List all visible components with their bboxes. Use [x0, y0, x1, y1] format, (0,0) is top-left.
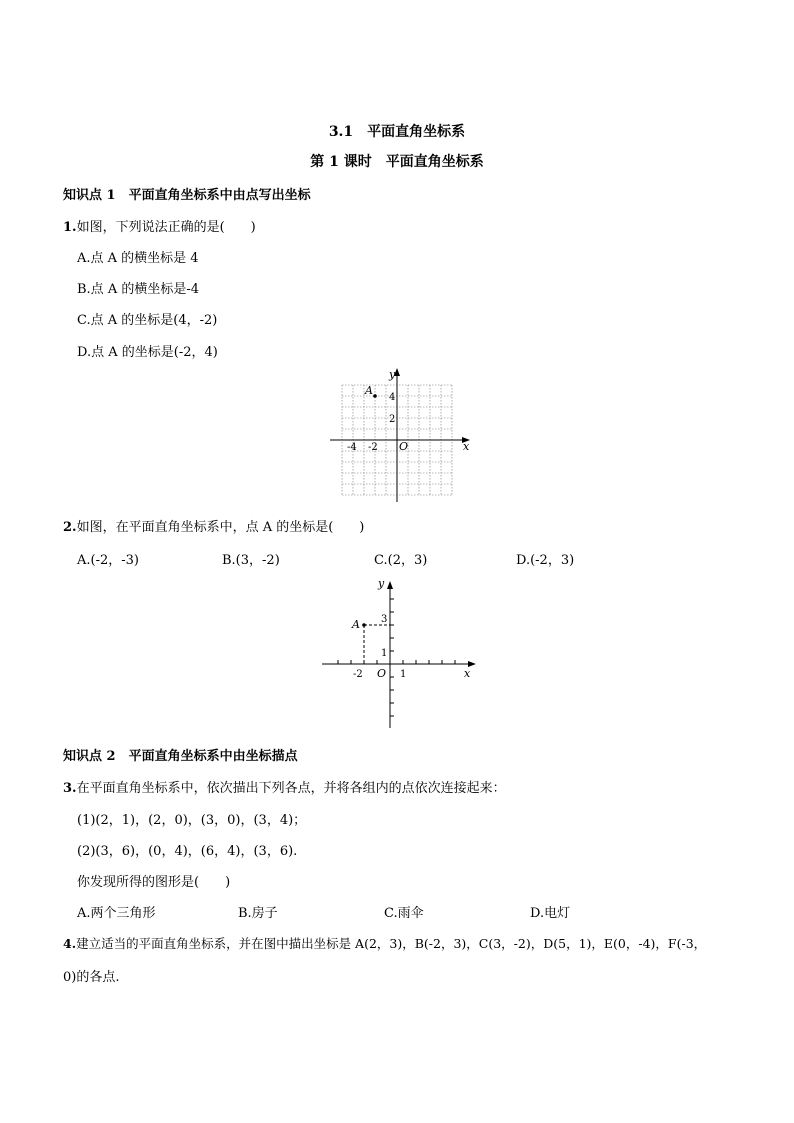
x-axis-label: x — [464, 667, 471, 680]
option-a: A.点 A 的横坐标是 4 — [77, 251, 199, 266]
option-b: B.点 A 的横坐标是-4 — [77, 282, 200, 297]
tick-y-3: 3 — [381, 614, 388, 625]
question-4 — [63, 934, 706, 952]
tick-y-1: 1 — [381, 648, 388, 659]
option-d: D.(-2，3) — [516, 553, 575, 568]
x-axis-label: x — [463, 440, 470, 453]
origin-label: O — [399, 440, 409, 453]
option-d: D.点 A 的坐标是(-2，4) — [77, 345, 218, 360]
option-a: A.(-2，-3) — [77, 553, 139, 568]
question-stem: 建立适当的平面直角坐标系，并在图中描出坐标是 A(2，3)，B(-2，3)，C(3，-2)，D(5，1)，E(0，-4)，F(-3， — [76, 936, 707, 951]
point-a — [362, 623, 366, 627]
question-number: 4. — [63, 936, 77, 951]
point-a — [373, 394, 377, 398]
section-heading-1: 知识点 1 平面直角坐标系中由点写出坐标 — [63, 188, 311, 203]
question-number: 1. — [63, 220, 77, 235]
option-a: A.两个三角形 — [77, 906, 156, 921]
point-group-1: (1)(2，1)，(2，0)，(3，0)，(3，4)； — [77, 813, 307, 828]
point-label: A — [352, 618, 360, 631]
tick-x-1: 1 — [400, 669, 407, 680]
tick-y-4: 4 — [389, 392, 396, 403]
page-title: 3.1 平面直角坐标系 — [328, 124, 466, 140]
point-label: A — [365, 384, 373, 397]
option-c: C.(2，3) — [374, 553, 428, 568]
option-c: C.点 A 的坐标是(4，-2) — [77, 313, 218, 328]
y-axis-label: y — [378, 577, 385, 590]
question-2 — [63, 516, 364, 535]
question-number: 3. — [63, 781, 77, 796]
page-subtitle: 第 1 课时 平面直角坐标系 — [310, 154, 484, 170]
option-d: D.电灯 — [530, 906, 571, 921]
y-axis-label: y — [389, 368, 396, 381]
question-1 — [63, 216, 256, 235]
question-number: 2. — [63, 520, 77, 535]
origin-label: O — [377, 667, 387, 680]
question-stem: 在平面直角坐标系中，依次描出下列各点，并将各组内的点依次连接起来： — [76, 781, 506, 796]
option-b: B.(3，-2) — [222, 553, 280, 568]
section-heading-2: 知识点 2 平面直角坐标系中由坐标描点 — [63, 749, 298, 764]
tick-x-neg2: -2 — [368, 442, 378, 453]
question-ask: 你发现所得的图形是( ) — [77, 875, 231, 890]
point-group-2: (2)(3，6)，(0，4)，(6，4)，(3，6). — [77, 844, 298, 859]
option-b: B.房子 — [238, 906, 278, 921]
figure-1-grid — [325, 368, 475, 503]
question-stem: 如图，在平面直角坐标系中，点 A 的坐标是( ) — [76, 520, 365, 535]
option-c: C.雨伞 — [384, 906, 424, 921]
tick-x-neg2: -2 — [353, 669, 363, 680]
tick-y-2: 2 — [389, 414, 396, 425]
question-3 — [63, 777, 506, 796]
question-4-continued: 0)的各点. — [63, 970, 120, 985]
figure-2-axes — [320, 575, 480, 730]
question-stem: 如图，下列说法正确的是( ) — [76, 220, 256, 235]
tick-x-neg4: -4 — [347, 442, 357, 453]
